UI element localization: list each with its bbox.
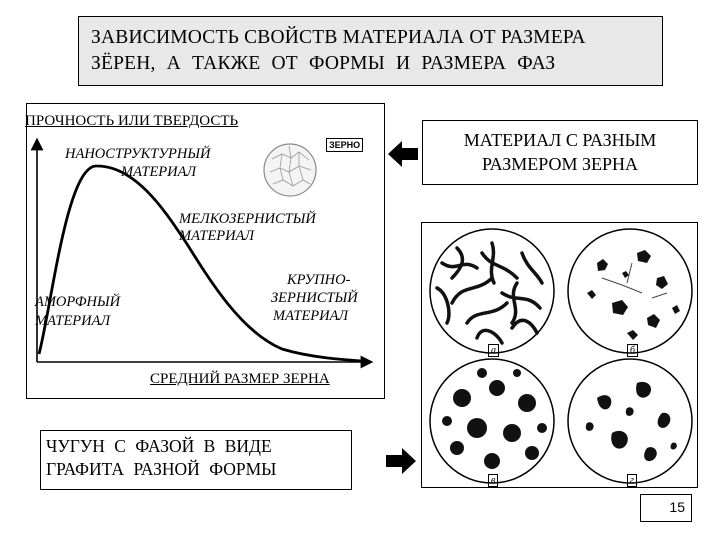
label-b: б [627, 344, 638, 357]
coarse-label-3: МАТЕРИАЛ [273, 308, 349, 324]
micrograph-panel [421, 222, 698, 488]
label-d: г [627, 474, 637, 487]
y-axis-label: ПРОЧНОСТЬ ИЛИ ТВЕРДОСТЬ [25, 113, 239, 129]
grain-circle-icon [264, 144, 316, 196]
caption-line-2: ГРАФИТА РАЗНОЙ ФОРМЫ [46, 459, 277, 479]
x-axis-label: СРЕДНИЙ РАЗМЕР ЗЕРНА [150, 371, 330, 387]
slide-title [78, 16, 663, 86]
coarse-label-2: ЗЕРНИСТЫЙ [271, 290, 358, 306]
amorph-label-1: АМОРФНЫЙ [35, 294, 121, 310]
strength-curve [39, 166, 362, 361]
right-title-line-2: РАЗМЕРОМ ЗЕРНА [481, 154, 639, 174]
micrograph-d [568, 359, 692, 483]
grain-label: ЗЕРНО [326, 138, 363, 152]
arrow-left-icon [386, 137, 420, 171]
page-number: 15 [640, 494, 692, 522]
micrograph-c [430, 359, 554, 483]
cast-iron-caption [40, 430, 352, 490]
title-line-1: ЗАВИСИМОСТЬ СВОЙСТВ МАТЕРИАЛА ОТ РАЗМЕРА [91, 27, 586, 48]
title-line-2: ЗЁРЕН, А ТАКЖЕ ОТ ФОРМЫ И РАЗМЕРА ФАЗ [91, 53, 556, 74]
nano-label-1: НАНОСТРУКТУРНЫЙ [65, 146, 211, 162]
grain-size-title [422, 120, 698, 185]
label-a: a [488, 344, 499, 357]
strength-vs-grain-size-diagram [26, 103, 385, 399]
label-c: в [488, 474, 498, 487]
fine-label-2: МАТЕРИАЛ [179, 228, 255, 244]
caption-line-1: ЧУГУН С ФАЗОЙ В ВИДЕ [46, 436, 272, 456]
coarse-label-1: КРУПНО- [287, 272, 351, 288]
fine-label-1: МЕЛКОЗЕРНИСТЫЙ [179, 211, 316, 227]
amorph-label-2: МАТЕРИАЛ [35, 313, 111, 329]
nano-label-2: МАТЕРИАЛ [121, 164, 197, 180]
micrograph-b [568, 229, 692, 353]
right-title-line-1: МАТЕРИАЛ С РАЗНЫМ [463, 130, 657, 150]
micrographs-svg [422, 223, 699, 489]
micrograph-a [430, 229, 554, 353]
arrow-right-icon [384, 444, 418, 478]
